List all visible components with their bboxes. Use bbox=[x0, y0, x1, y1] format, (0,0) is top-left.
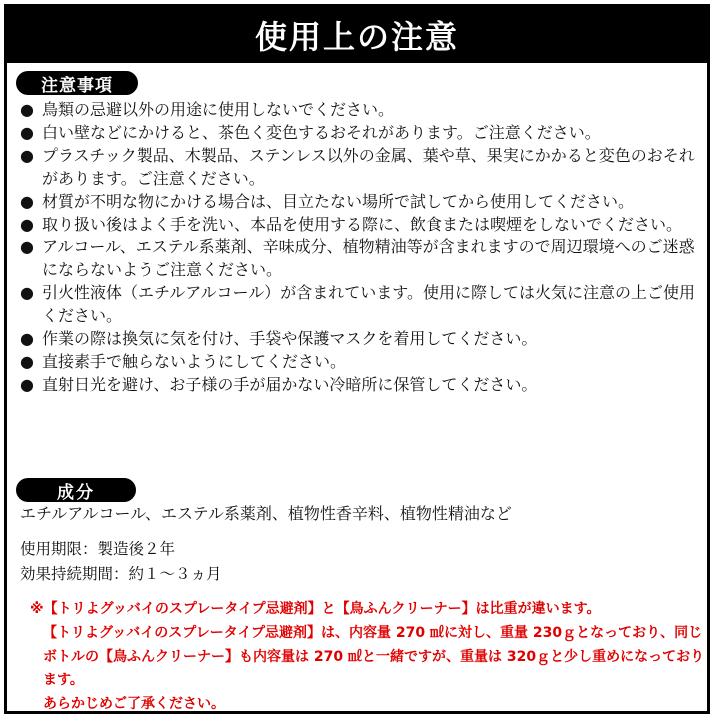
notes-section-label: 注意事項 bbox=[16, 71, 138, 95]
bullet-icon: ● bbox=[20, 100, 34, 119]
note-text: 白い壁などにかけると、茶色く変色するおそれがあります。ご注意ください。 bbox=[42, 122, 601, 142]
notes-list bbox=[20, 99, 710, 397]
page-title: 使用上の注意 bbox=[7, 7, 707, 63]
list-item bbox=[20, 99, 710, 122]
bullet-icon: ● bbox=[20, 237, 34, 257]
note-text: プラスチック製品、木製品、ステンレス以外の金属、葉や草、果実にかかると変色のおそれがあります。ご注意ください。 bbox=[42, 145, 695, 188]
list-item bbox=[20, 351, 710, 374]
note-text: 取り扱い後はよく手を洗い、本品を使用する際に、飲食または喫煙をしないでください。 bbox=[42, 214, 683, 234]
bullet-icon: ● bbox=[20, 191, 34, 211]
note-text: 材質が不明な物にかける場合は、目立たない場所で試してから使用してください。 bbox=[42, 191, 635, 211]
note-text: 引火性液体（エチルアルコール）が含まれています。使用に際しては火気に注意の上ご使用ください。 bbox=[42, 283, 695, 326]
bullet-icon: ● bbox=[20, 145, 34, 165]
bullet-icon: ● bbox=[20, 329, 34, 349]
list-item bbox=[20, 236, 710, 282]
bullet-icon: ● bbox=[20, 351, 34, 371]
effect-duration-text: 効果持続期間：約１～３ヵ月 bbox=[20, 565, 222, 583]
list-item bbox=[20, 122, 710, 145]
list-item bbox=[20, 282, 710, 328]
list-item bbox=[20, 191, 710, 214]
warning-line-1: ※【トリよグッバイのスプレータイプ忌避剤】と【鳥ふんクリーナー】は比重が違います。 bbox=[30, 601, 601, 617]
bullet-icon: ● bbox=[20, 214, 34, 234]
note-text: 鳥類の忌避以外の用途に使用しないでください。 bbox=[42, 100, 395, 119]
expiry-text: 使用期限：製造後２年 bbox=[20, 540, 176, 558]
ingredients-text: エチルアルコール、エステル系薬剤、植物性香辛料、植物性精油など bbox=[20, 504, 512, 523]
weight-warning bbox=[30, 598, 705, 717]
note-text: 直接素手で触らないようにしてください。 bbox=[42, 351, 347, 371]
ingredients-section-label: 成分 bbox=[16, 478, 136, 502]
warning-line-2: 【トリよグッバイのスプレータイプ忌避剤】は、内容量 270 ㎖に対し、重量 230ｇとなっており、同じボトルの【鳥ふんクリーナー】も内容量は 270 ㎖と一緒ですが、重量は 320ｇと少し重めになっております。 bbox=[43, 624, 705, 689]
bullet-icon: ● bbox=[20, 374, 34, 394]
list-item bbox=[20, 328, 710, 351]
list-item bbox=[20, 374, 710, 397]
bullet-icon: ● bbox=[20, 122, 34, 142]
warning-line-3: あらかじめご了承ください。 bbox=[43, 696, 225, 713]
note-text: 作業の際は換気に気を付け、手袋や保護マスクを着用してください。 bbox=[42, 329, 538, 349]
note-text: アルコール、エステル系薬剤、辛味成分、植物精油等が含まれますので周辺環境へのご迷惑にならないようご注意ください。 bbox=[42, 237, 695, 280]
note-text: 直射日光を避け、お子様の手が届かない冷暗所に保管してください。 bbox=[42, 374, 538, 394]
bullet-icon: ● bbox=[20, 283, 34, 303]
list-item bbox=[20, 214, 710, 237]
list-item bbox=[20, 145, 710, 191]
